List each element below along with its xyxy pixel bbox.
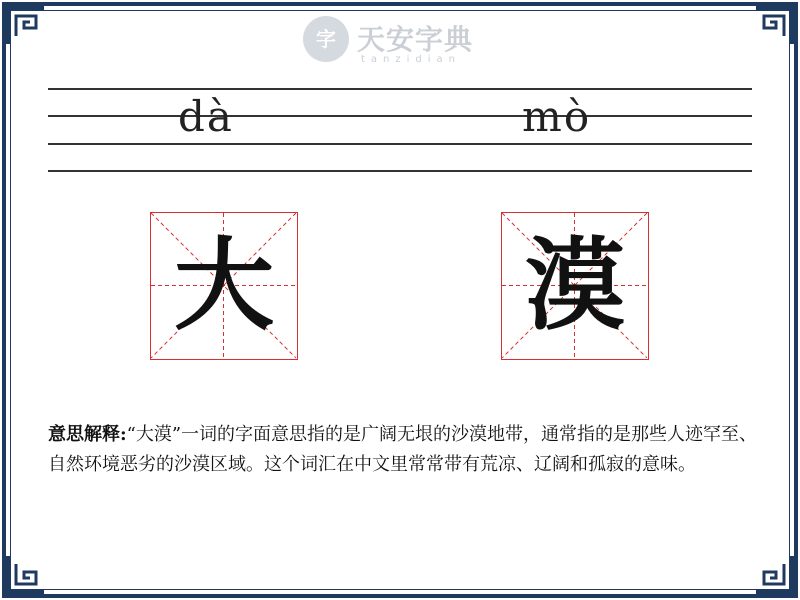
site-logo	[303, 14, 503, 70]
corner-ornament-icon	[6, 554, 46, 594]
corner-ornament-icon	[6, 6, 46, 46]
logo-emblem-glyph: 字	[316, 27, 336, 51]
corner-ornament-icon	[754, 6, 794, 46]
pinyin-second: mò	[522, 92, 592, 141]
meaning-text: “大漠”一词的字面意思指的是广阔无垠的沙漠地带，通常指的是那些人迹罕至、自然环境恶劣的沙漠区域。这个词汇在中文里常常带有荒凉、辽阔和孤寂的意味。	[48, 424, 758, 475]
character-grid-second	[501, 212, 649, 360]
character-first: 大	[174, 227, 274, 344]
character-second: 漠	[525, 227, 625, 344]
character-grid-first	[150, 212, 298, 360]
ruled-line	[48, 170, 752, 172]
pinyin-ruled-lines	[48, 88, 752, 172]
meaning-paragraph	[48, 420, 758, 480]
pinyin-first: dà	[178, 92, 234, 141]
corner-ornament-icon	[754, 554, 794, 594]
ruled-line	[48, 88, 752, 90]
logo-subtitle: tanzidian	[361, 54, 462, 65]
ruled-line	[48, 115, 752, 117]
meaning-label: 意思解释:	[48, 424, 127, 445]
logo-title: 天安字典	[357, 23, 474, 56]
ruled-line	[48, 143, 752, 145]
